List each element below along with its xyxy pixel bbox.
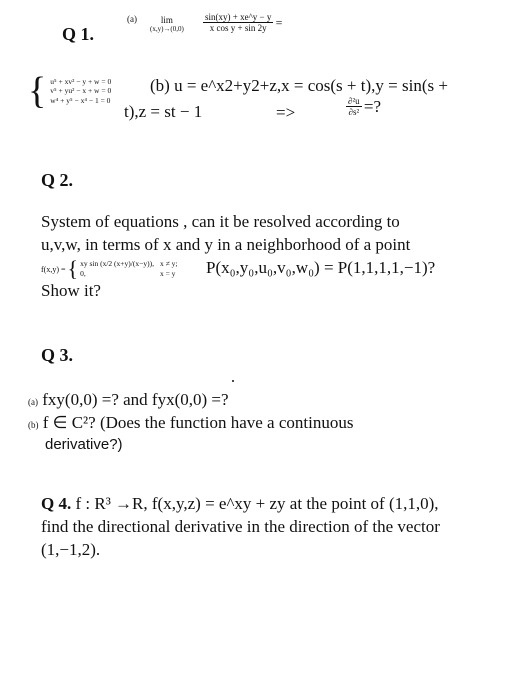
q4-line2: find the directional derivative in the direction of the vector: [41, 517, 440, 536]
q3a-text: fxy(0,0) =? and fyx(0,0) =?: [42, 390, 229, 409]
stray-dot: [232, 380, 234, 382]
q4-line1: [41, 494, 439, 514]
q3b-label: (b): [28, 420, 39, 430]
q2-line2: u,v,w, in terms of x and y in a neighborhood of a point: [41, 235, 411, 254]
q1a-label: (a): [127, 14, 137, 24]
system-eq-1: u⁵ + xv² − y + w = 0: [50, 76, 112, 86]
q1b-deriv-tail: =?: [363, 96, 382, 116]
system-brace: {: [28, 70, 47, 112]
q1-part-a: [127, 14, 137, 24]
q1b-deriv-den: ∂s²: [348, 107, 360, 118]
q2-heading: Q 2.: [41, 170, 74, 190]
q1a-numerator: sin(xy) + xe^y − y: [205, 12, 272, 22]
q4-line3: (1,−1,2).: [41, 540, 101, 559]
q3-part-b: [28, 413, 353, 433]
q1a-equals: =: [275, 15, 283, 30]
case2-expr: 0,: [80, 269, 86, 278]
q1b-line2: t),z = st − 1: [124, 102, 203, 121]
q4-heading: Q 4.: [41, 494, 72, 513]
q1-system: [28, 72, 111, 110]
case2-cond: x = y: [159, 269, 176, 278]
q1a-denominator: x cos y + sin 2y: [209, 23, 267, 34]
q1a-lim-sub: (x,y)→(0,0): [150, 24, 184, 33]
q2-line1: System of equations , can it be resolved according to: [41, 212, 400, 231]
q3-part-a: [28, 390, 229, 410]
q1a-lim-word: lim: [160, 15, 173, 25]
piecewise-lhs: f(x,y) =: [41, 264, 66, 274]
q3b-text-2: derivative?): [45, 436, 123, 453]
q3a-label: (a): [28, 397, 38, 407]
q3b-text: f ∈ C²? (Does the function have a continuous: [42, 413, 354, 432]
system-eq-2: v⁵ + yu² − x + w = 0: [50, 86, 112, 96]
q1b-arrow: =>: [276, 103, 296, 122]
system-eq-3: w⁴ + y⁵ − x⁴ − 1 = 0: [50, 95, 111, 105]
q2-piecewise: [41, 258, 177, 280]
q1b-line1: (b) u = e^x2+y2+z,x = cos(s + t),y = sin(s +: [150, 76, 448, 95]
q2-show: Show it?: [41, 281, 101, 300]
case1-expr: xy sin (x/2 (x+y)/(x−y)),: [80, 258, 154, 268]
piecewise-brace: {: [67, 256, 79, 281]
case1-cond: x ≠ y;: [159, 258, 178, 268]
q3-heading: Q 3.: [41, 345, 74, 365]
q4-line1-text: f : R³ →R, f(x,y,z) = e^xy + zy at the point of (1,1,0),: [75, 494, 439, 513]
q1b-derivative: [346, 96, 381, 118]
q1b-deriv-num: ∂²u: [348, 96, 360, 106]
q1-heading: Q 1.: [62, 24, 95, 44]
q1a-fraction: [203, 12, 282, 34]
q1a-limit: [150, 16, 184, 34]
q2-point: P(x₀,y₀,u₀,v₀,w₀) = P(1,1,1,1,−1)?: [206, 258, 436, 277]
piecewise-case-1: [80, 259, 154, 269]
piecewise-case-2: [80, 269, 154, 279]
